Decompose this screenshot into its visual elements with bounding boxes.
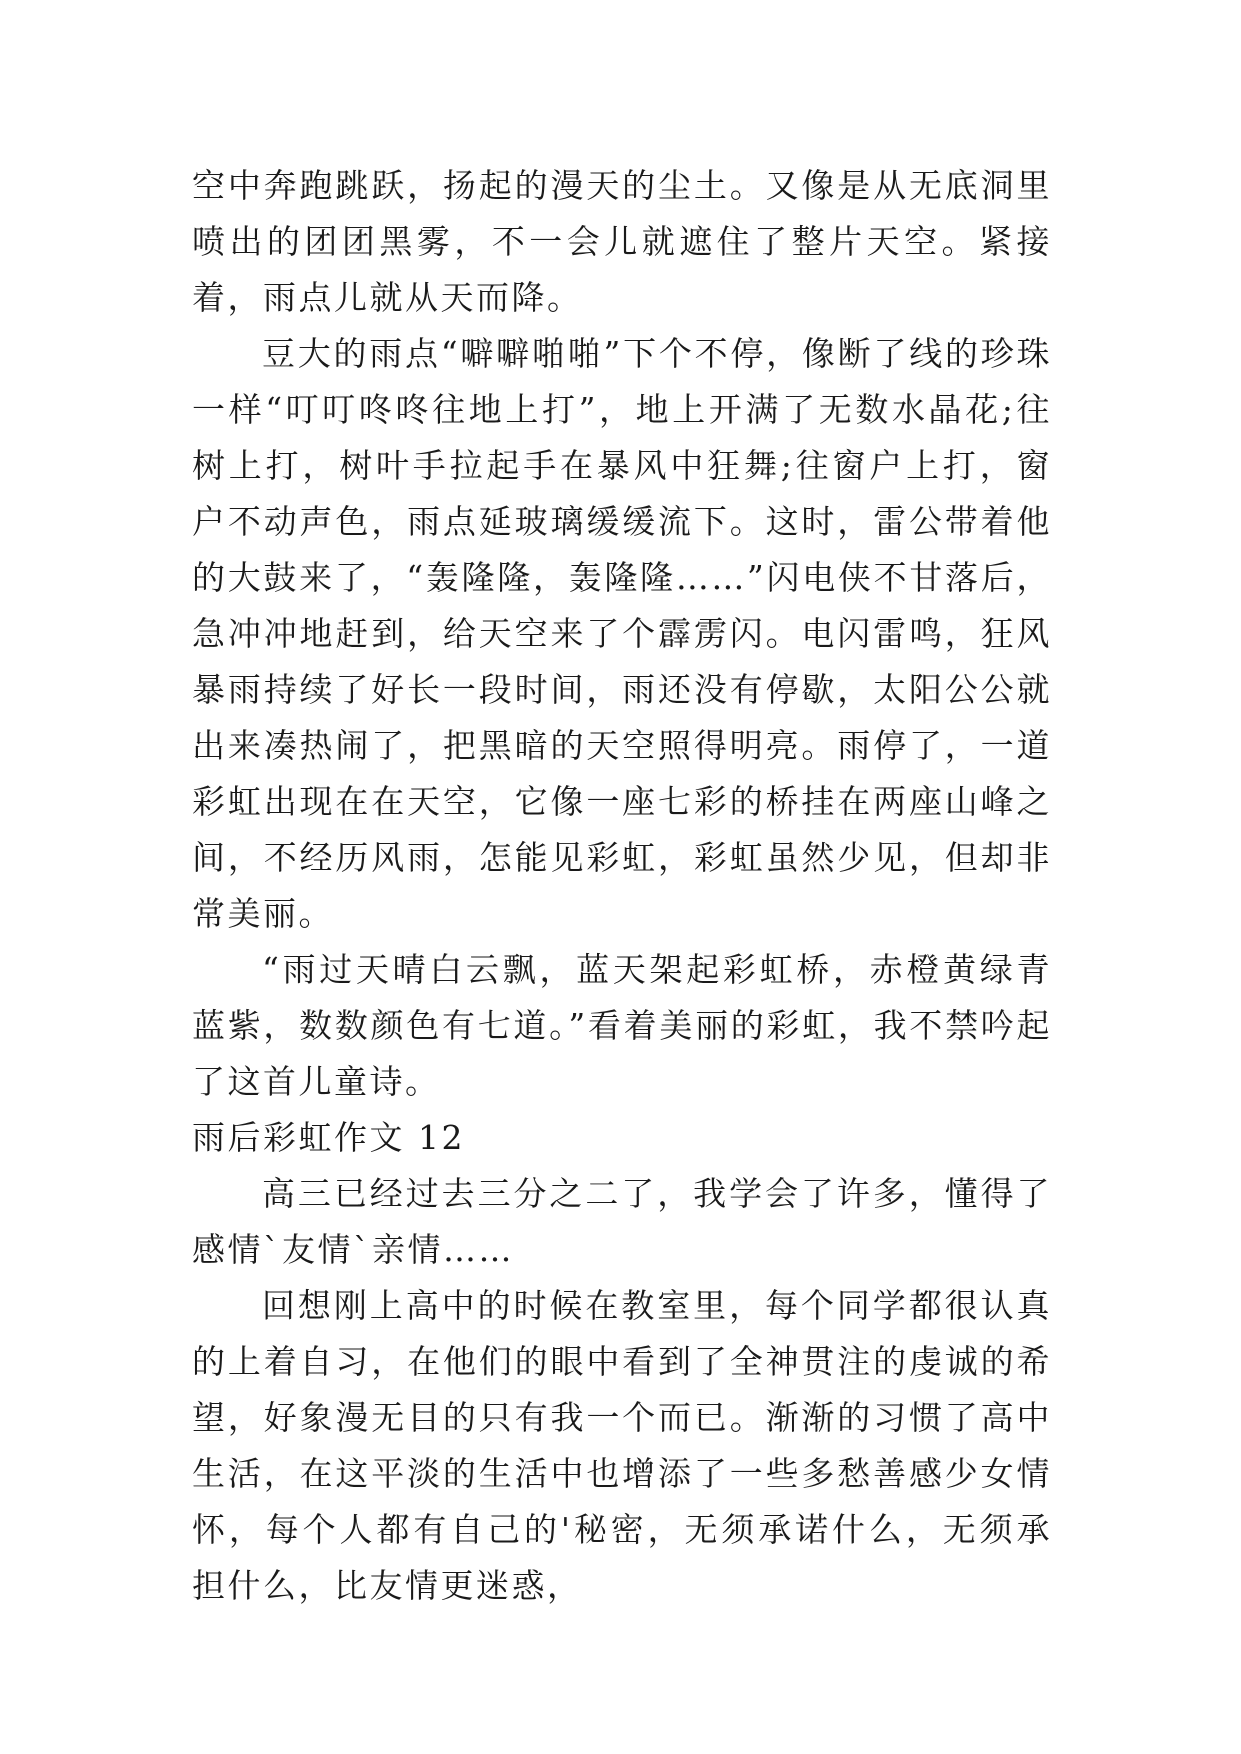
essay-heading: 雨后彩虹作文 12 (192, 1118, 465, 1157)
paragraph-senior-year: 高三已经过去三分之二了，我学会了许多，懂得了感情`友情`亲情…… (192, 1174, 1052, 1269)
paragraph-high-school-memories: 回想刚上高中的时候在教室里，每个同学都很认真的上着自习，在他们的眼中看到了全神贯注的虔诚的希望，好象漫无目的只有我一个而已。渐渐的习惯了高中生活，在这平淡的生活中也增添了一些多愁善感少女情怀，每个人都有自己的'秘密，无须承诺什么，无须承担什么，比友情更迷惑， (192, 1286, 1052, 1605)
paragraph-children-poem: “雨过天晴白云飘，蓝天架起彩虹桥，赤橙黄绿青蓝紫，数数颜色有七道。”看着美丽的彩虹，我不禁吟起了这首儿童诗。 (192, 950, 1052, 1101)
paragraph-rain-and-rainbow: 豆大的雨点“噼噼啪啪”下个不停，像断了线的珍珠一样“叮叮咚咚往地上打”，地上开满了无数水晶花;往树上打，树叶手拉起手在暴风中狂舞;往窗户上打，窗户不动声色，雨点延玻璃缓缓流下。这时，雷公带着他的大鼓来了，“轰隆隆，轰隆隆……”闪电侠不甘落后，急冲冲地赶到，给天空来了个霹雳闪。电闪雷鸣，狂风暴雨持续了好长一段时间，雨还没有停歇，太阳公公就出来凑热闹了，把黑暗的天空照得明亮。雨停了，一道彩虹出现在在天空，它像一座七彩的桥挂在两座山峰之间，不经历风雨，怎能见彩虹，彩虹虽然少见，但却非常美丽。 (192, 334, 1052, 933)
text-body (192, 158, 1052, 1614)
paragraph-storm-clouds: 空中奔跑跳跃，扬起的漫天的尘土。又像是从无底洞里喷出的团团黑雾，不一会儿就遮住了整片天空。紧接着，雨点儿就从天而降。 (192, 166, 1052, 317)
